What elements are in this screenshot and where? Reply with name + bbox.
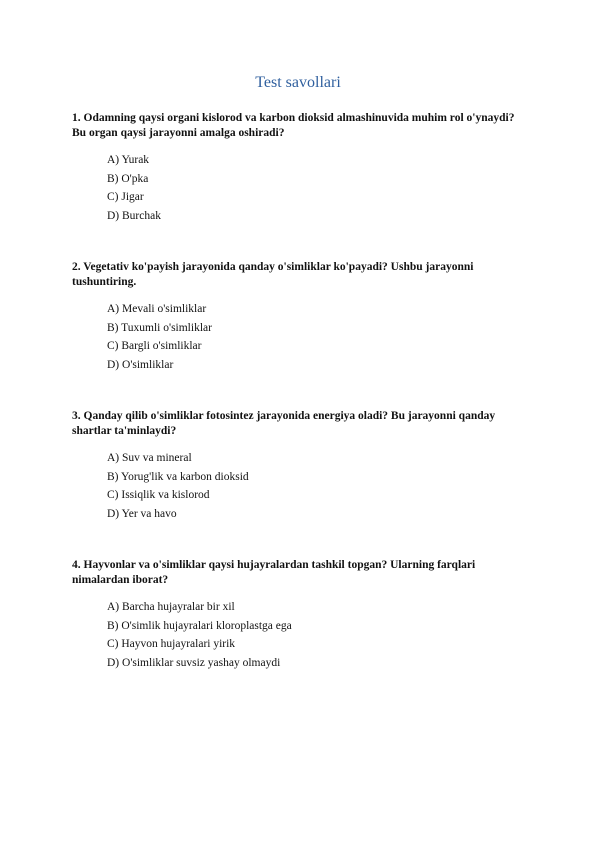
answer-options (107, 449, 522, 523)
answer-option-d: D) Yer va havo (107, 507, 177, 520)
answer-option-b: B) Yorug'lik va karbon dioksid (107, 470, 249, 483)
page-title: Test savollari (255, 74, 341, 91)
answer-option-d: D) Burchak (107, 209, 161, 222)
answer-option-a: A) Yurak (107, 154, 150, 166)
answer-option-a: A) Barcha hujayralar bir xil (107, 601, 235, 613)
answer-option-c: C) Hayvon hujayralari yirik (107, 638, 236, 650)
question-3 (72, 409, 522, 523)
answer-option-d: D) O'simliklar suvsiz yashay olmaydi (107, 656, 281, 669)
answer-option-d: D) O'simliklar (107, 358, 174, 371)
answer-option-b: B) O'pka (107, 172, 149, 185)
answer-option-b: B) Tuxumli o'simliklar (107, 321, 212, 334)
question-text: 3. Qanday qilib o'simliklar fotosintez jarayonida energiya oladi? Bu jarayonni qanday shartlar ta'minlaydi? (72, 410, 496, 437)
answer-option-a: A) Suv va mineral (107, 452, 192, 464)
question-1 (72, 111, 522, 225)
answer-options (107, 151, 522, 225)
question-text: 4. Hayvonlar va o'simliklar qaysi hujayralardan tashkil topgan? Ularning farqlari nimalardan iborat? (72, 559, 476, 586)
answer-option-c: C) Bargli o'simliklar (107, 340, 202, 352)
question-text: 2. Vegetativ ko'payish jarayonida qanday o'simliklar ko'payadi? Ushbu jarayonni tushuntiring. (72, 261, 474, 288)
answer-option-b: B) O'simlik hujayralari kloroplastga ega (107, 619, 292, 632)
answer-option-c: C) Issiqlik va kislorod (107, 489, 210, 501)
question-text: 1. Odamning qaysi organi kislorod va karbon dioksid almashinuvida muhim rol o'ynaydi? Bu organ qaysi jarayonni amalga oshiradi? (72, 112, 515, 139)
answer-option-c: C) Jigar (107, 191, 144, 203)
question-4 (72, 558, 522, 672)
answer-option-a: A) Mevali o'simliklar (107, 303, 207, 315)
answer-options (107, 598, 522, 672)
answer-options (107, 300, 522, 374)
question-2 (72, 260, 522, 374)
